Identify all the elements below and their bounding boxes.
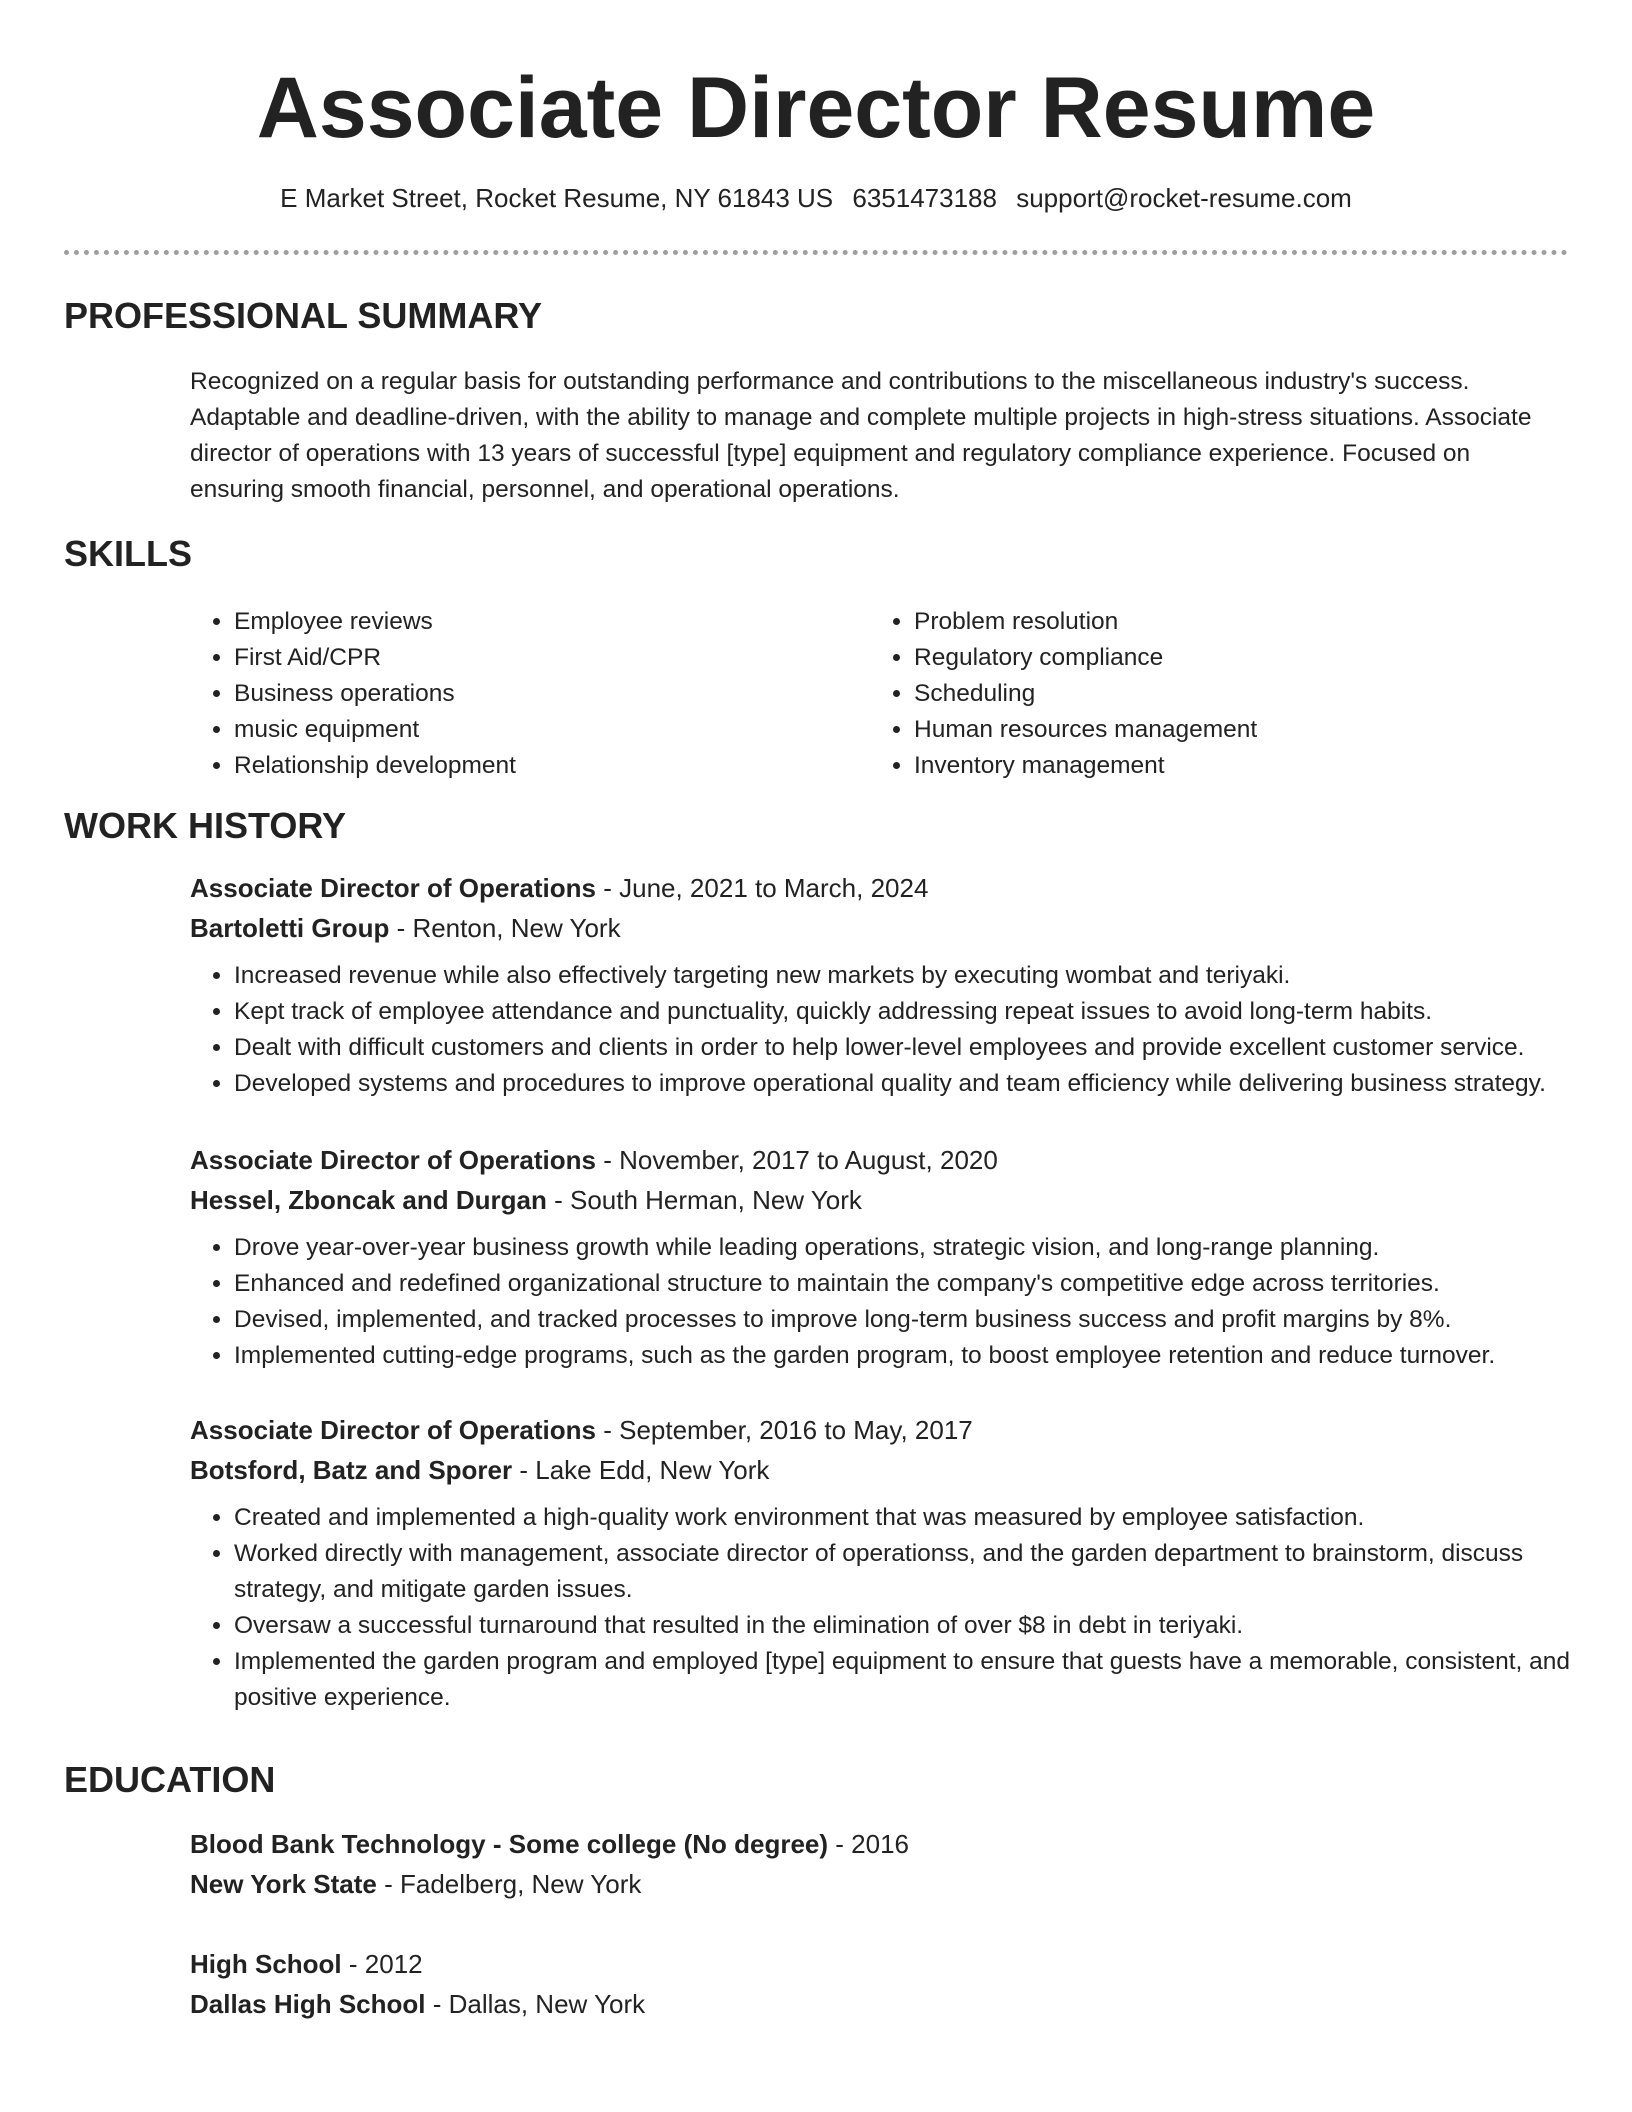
job-bullet: • Worked directly with management, associate director of operationss, and the garden department to brainstorm, discuss strategy, and mitigate garden issues.: [234, 1536, 1580, 1608]
education-entry: [190, 1944, 1570, 2024]
skill-item: • Problem resolution: [914, 604, 1550, 640]
edu-year: - 2016: [828, 1829, 909, 1859]
skill-item: • Inventory management: [914, 748, 1550, 784]
resume-title: Associate Director Resume: [256, 60, 1376, 156]
edu-location: - Fadelberg, New York: [376, 1869, 642, 1899]
job-bullet: • Oversaw a successful turnaround that resulted in the elimination of over $8 in debt in teriyaki.: [234, 1608, 1580, 1644]
edu-location: - Dallas, New York: [425, 1989, 646, 2019]
edu-degree: High School: [190, 1949, 342, 1979]
job-bullet: • Enhanced and redefined organizational structure to maintain the company's competitive edge across territories.: [234, 1266, 1580, 1302]
job-company: Bartoletti Group: [190, 913, 390, 943]
job-company-line: [190, 1450, 1580, 1490]
job-bullet: • Devised, implemented, and tracked processes to improve long-term business success and profit margins by 8%.: [234, 1302, 1580, 1338]
edu-school-line: [190, 1864, 1570, 1904]
job-title-line: [190, 868, 1580, 908]
job-location: - Renton, New York: [389, 913, 621, 943]
job-title-line: [190, 1410, 1580, 1450]
job-dates: - September, 2016 to May, 2017: [596, 1415, 973, 1445]
work-heading: WORK HISTORY: [64, 805, 347, 846]
job-bullets: [190, 1230, 1580, 1374]
job-entry: [190, 868, 1580, 1102]
skills-column-1: [190, 604, 870, 784]
skill-item: • Relationship development: [234, 748, 870, 784]
header-divider: [64, 250, 1568, 255]
summary-heading: PROFESSIONAL SUMMARY: [64, 295, 543, 336]
job-title-line: [190, 1140, 1580, 1180]
job-bullet: • Created and implemented a high-quality work environment that was measured by employee satisfaction.: [234, 1500, 1580, 1536]
job-bullet: • Implemented the garden program and employed [type] equipment to ensure that guests have a memorable, consistent, and positive experience.: [234, 1644, 1580, 1716]
skill-item: • First Aid/CPR: [234, 640, 870, 676]
job-dates: - November, 2017 to August, 2020: [596, 1145, 998, 1175]
edu-school: Dallas High School: [190, 1989, 426, 2019]
job-bullet: • Drove year-over-year business growth while leading operations, strategic vision, and long-range planning.: [234, 1230, 1580, 1266]
job-bullet: • Increased revenue while also effectively targeting new markets by executing wombat and teriyaki.: [234, 958, 1580, 994]
skills-list: [190, 604, 1570, 784]
edu-year: - 2012: [341, 1949, 423, 1979]
education-entry: [190, 1824, 1570, 1904]
skill-item: • Employee reviews: [234, 604, 870, 640]
education-heading: EDUCATION: [64, 1759, 276, 1800]
skill-item: • Human resources management: [914, 712, 1550, 748]
contact-phone: 6351473188: [852, 183, 997, 213]
skill-item: • Business operations: [234, 676, 870, 712]
job-bullet: • Dealt with difficult customers and clients in order to help lower-level employees and provide excellent customer service.: [234, 1030, 1580, 1066]
job-bullet: • Developed systems and procedures to improve operational quality and team efficiency while delivering business strategy.: [234, 1066, 1580, 1102]
edu-degree-line: [190, 1944, 1570, 1984]
job-title: Associate Director of Operations: [190, 1415, 596, 1445]
job-bullets: [190, 1500, 1580, 1716]
job-bullet: • Implemented cutting-edge programs, such as the garden program, to boost employee retention and reduce turnover.: [234, 1338, 1580, 1374]
job-title: Associate Director of Operations: [190, 1145, 596, 1175]
skills-column-2: [870, 604, 1550, 784]
job-bullet: • Kept track of employee attendance and punctuality, quickly addressing repeat issues to avoid long-term habits.: [234, 994, 1580, 1030]
summary-text: Recognized on a regular basis for outstanding performance and contributions to the miscellaneous industry's success. Adaptable and deadline-driven, with the ability to manage and complete multiple projects in high-stress situations. Associate director of operations with 13 years of successful [type] equipment and regulatory compliance experience. Focused on ensuring smooth financial, personnel, and operational operations.: [190, 368, 1532, 503]
skill-item: • Scheduling: [914, 676, 1550, 712]
edu-school: New York State: [190, 1869, 377, 1899]
job-dates: - June, 2021 to March, 2024: [596, 873, 929, 903]
job-title: Associate Director of Operations: [190, 873, 596, 903]
skill-item: • Regulatory compliance: [914, 640, 1550, 676]
skill-item: • music equipment: [234, 712, 870, 748]
job-bullets: [190, 958, 1580, 1102]
edu-school-line: [190, 1984, 1570, 2024]
job-entry: [190, 1410, 1580, 1716]
job-company-line: [190, 908, 1580, 948]
job-location: - Lake Edd, New York: [512, 1455, 770, 1485]
contact-address: E Market Street, Rocket Resume, NY 61843 US: [280, 183, 834, 213]
edu-degree: Blood Bank Technology - Some college (No degree): [190, 1829, 829, 1859]
job-company: Hessel, Zboncak and Durgan: [190, 1185, 547, 1215]
skills-heading: SKILLS: [64, 533, 193, 574]
contact-email: support@rocket-resume.com: [1016, 183, 1352, 213]
job-company-line: [190, 1180, 1580, 1220]
contact-line: [0, 180, 1632, 216]
edu-degree-line: [190, 1824, 1570, 1864]
job-company: Botsford, Batz and Sporer: [190, 1455, 513, 1485]
job-location: - South Herman, New York: [546, 1185, 862, 1215]
job-entry: [190, 1140, 1580, 1374]
